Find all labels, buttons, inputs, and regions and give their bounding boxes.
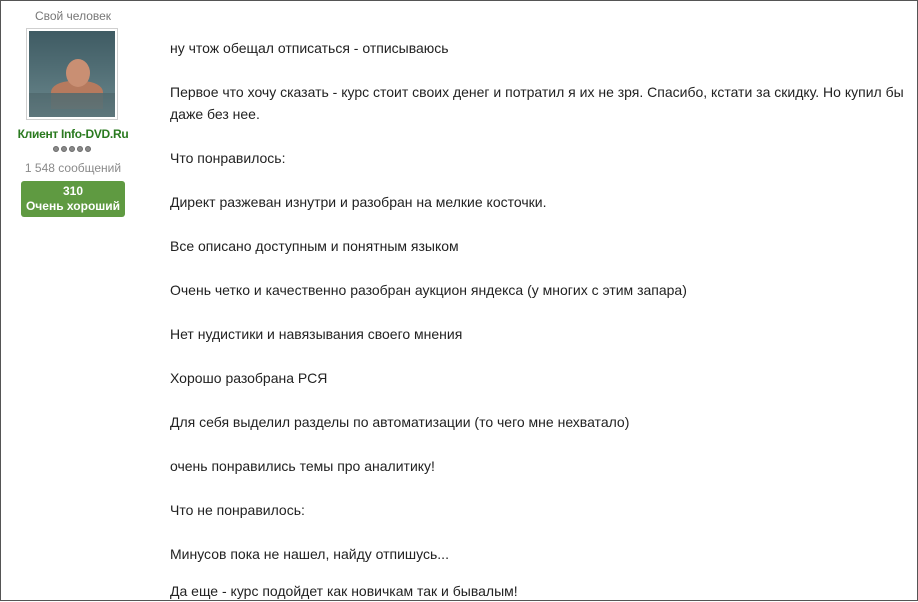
reputation-badge[interactable] [21, 181, 125, 217]
avatar[interactable] [26, 28, 118, 120]
post-line: Хорошо разобрана РСЯ [170, 370, 328, 386]
avatar-water [29, 93, 115, 117]
rank-pip [69, 146, 75, 152]
rank-pip [61, 146, 67, 152]
post-line: Для себя выделил разделы по автоматизации (то чего мне нехватало) [170, 414, 630, 430]
post-line: Очень четко и качественно разобран аукцион яндекса (у многих с этим запара) [170, 282, 687, 298]
reputation-label: Очень хороший [25, 199, 121, 213]
username-link[interactable]: Клиент Info-DVD.Ru [17, 127, 129, 141]
post-line: ну чтож обещал отписаться - отписываюсь [170, 40, 449, 56]
post-line: Что понравилось: [170, 150, 286, 166]
post-line: Что не понравилось: [170, 502, 305, 518]
rank-pips [53, 146, 91, 154]
post-line: даже без нее. [170, 106, 260, 122]
user-title: Свой человек [34, 9, 112, 23]
post-line: Директ разжеван изнутри и разобран на мелкие косточки. [170, 194, 547, 210]
rank-pip [53, 146, 59, 152]
post-line: Да еще - курс подойдет как новичкам так и бывалым! [170, 583, 518, 599]
post-line: Первое что хочу сказать - курс стоит своих денег и потратил я их не зря. Спасибо, кстати за скидку. Но купил бы [170, 84, 904, 100]
rank-pip [85, 146, 91, 152]
post-count: 1 548 сообщений [24, 161, 122, 175]
post-line: Все описано доступным и понятным языком [170, 238, 459, 254]
avatar-photo [29, 31, 115, 117]
post-line: Минусов пока не нашел, найду отпишусь... [170, 546, 449, 562]
avatar-figure-head [66, 59, 90, 87]
rank-pip [77, 146, 83, 152]
post-line: очень понравились темы про аналитику! [170, 458, 435, 474]
reputation-value: 310 [62, 184, 84, 198]
post-line: Нет нудистики и навязывания своего мнения [170, 326, 463, 342]
post-body [170, 37, 918, 602]
